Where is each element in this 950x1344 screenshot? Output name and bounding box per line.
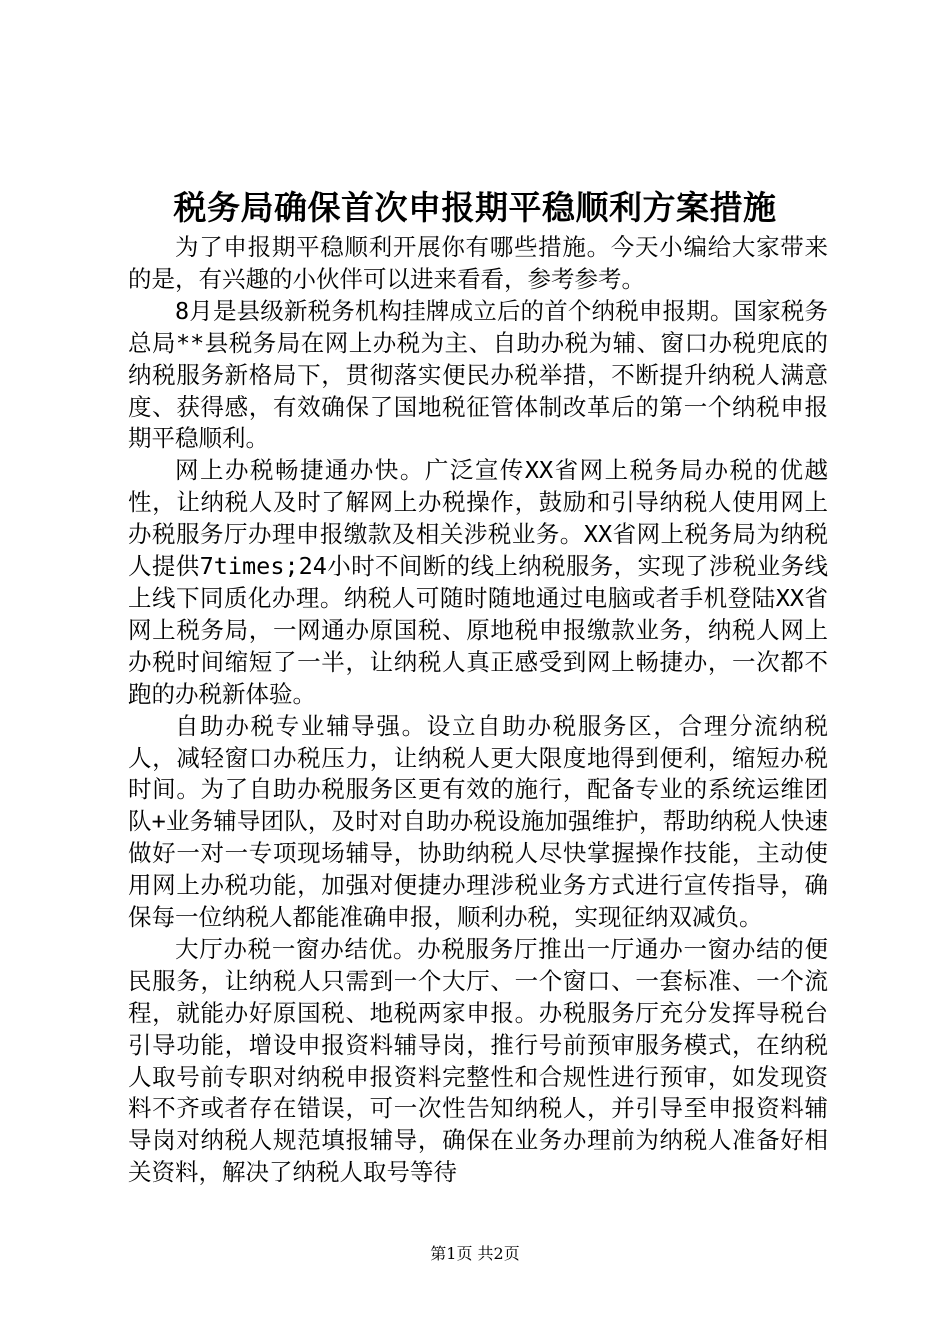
paragraph: 自助办税专业辅导强。设立自助办税服务区，合理分流纳税人，减轻窗口办税压力，让纳税人更大限度地得到便利，缩短办税时间。为了自助办税服务区更有效的施行，配备专业的系统运维团队+业务辅导团队，及时对自助办税设施加强维护，帮助纳税人快速做好一对一专项现场辅导，协助纳税人尽快掌握操作技能，主动使用网上办税功能，加强对便捷办理涉税业务方式进行宣传指导，确保每一位纳税人都能准确申报，顺利办税，实现征纳双减负。 xyxy=(128,711,828,932)
document-body xyxy=(128,232,828,1189)
paragraph: 8月是县级新税务机构挂牌成立后的首个纳税申报期。国家税务总局**县税务局在网上办税为主、自助办税为辅、窗口办税兜底的纳税服务新格局下，贯彻落实便民办税举措，不断提升纳税人满意度、获得感，有效确保了国地税征管体制改革后的第一个纳税申报期平稳顺利。 xyxy=(128,296,828,453)
paragraph: 大厅办税一窗办结优。办税服务厅推出一厅通办一窗办结的便民服务，让纳税人只需到一个大厅、一个窗口、一套标准、一个流程，就能办好原国税、地税两家申报。办税服务厅充分发挥导税台引导功能，增设申报资料辅导岗，推行号前预审服务模式，在纳税人取号前专职对纳税申报资料完整性和合规性进行预审，如发现资料不齐或者存在错误，可一次性告知纳税人，并引导至申报资料辅导岗对纳税人规范填报辅导，确保在业务办理前为纳税人准备好相关资料，解决了纳税人取号等待 xyxy=(128,934,828,1187)
document-title: 税务局确保首次申报期平稳顺利方案措施 xyxy=(173,188,777,227)
paragraph: 网上办税畅捷通办快。广泛宣传XX省网上税务局办税的优越性，让纳税人及时了解网上办税操作，鼓励和引导纳税人使用网上办税服务厅办理申报缴款及相关涉税业务。XX省网上税务局为纳税人提供7times;24小时不间断的线上纳税服务，实现了涉税业务线上线下同质化办理。纳税人可随时随地通过电脑或者手机登陆XX省网上税务局，一网通办原国税、原地税申报缴款业务，纳税人网上办税时间缩短了一半，让纳税人真正感受到网上畅捷办，一次都不跑的办税新体验。 xyxy=(128,456,828,708)
page-footer: 第1页 共2页 xyxy=(430,1244,520,1263)
paragraph: 为了申报期平稳顺利开展你有哪些措施。今天小编给大家带来的是，有兴趣的小伙伴可以进来看看，参考参考。 xyxy=(128,233,828,293)
